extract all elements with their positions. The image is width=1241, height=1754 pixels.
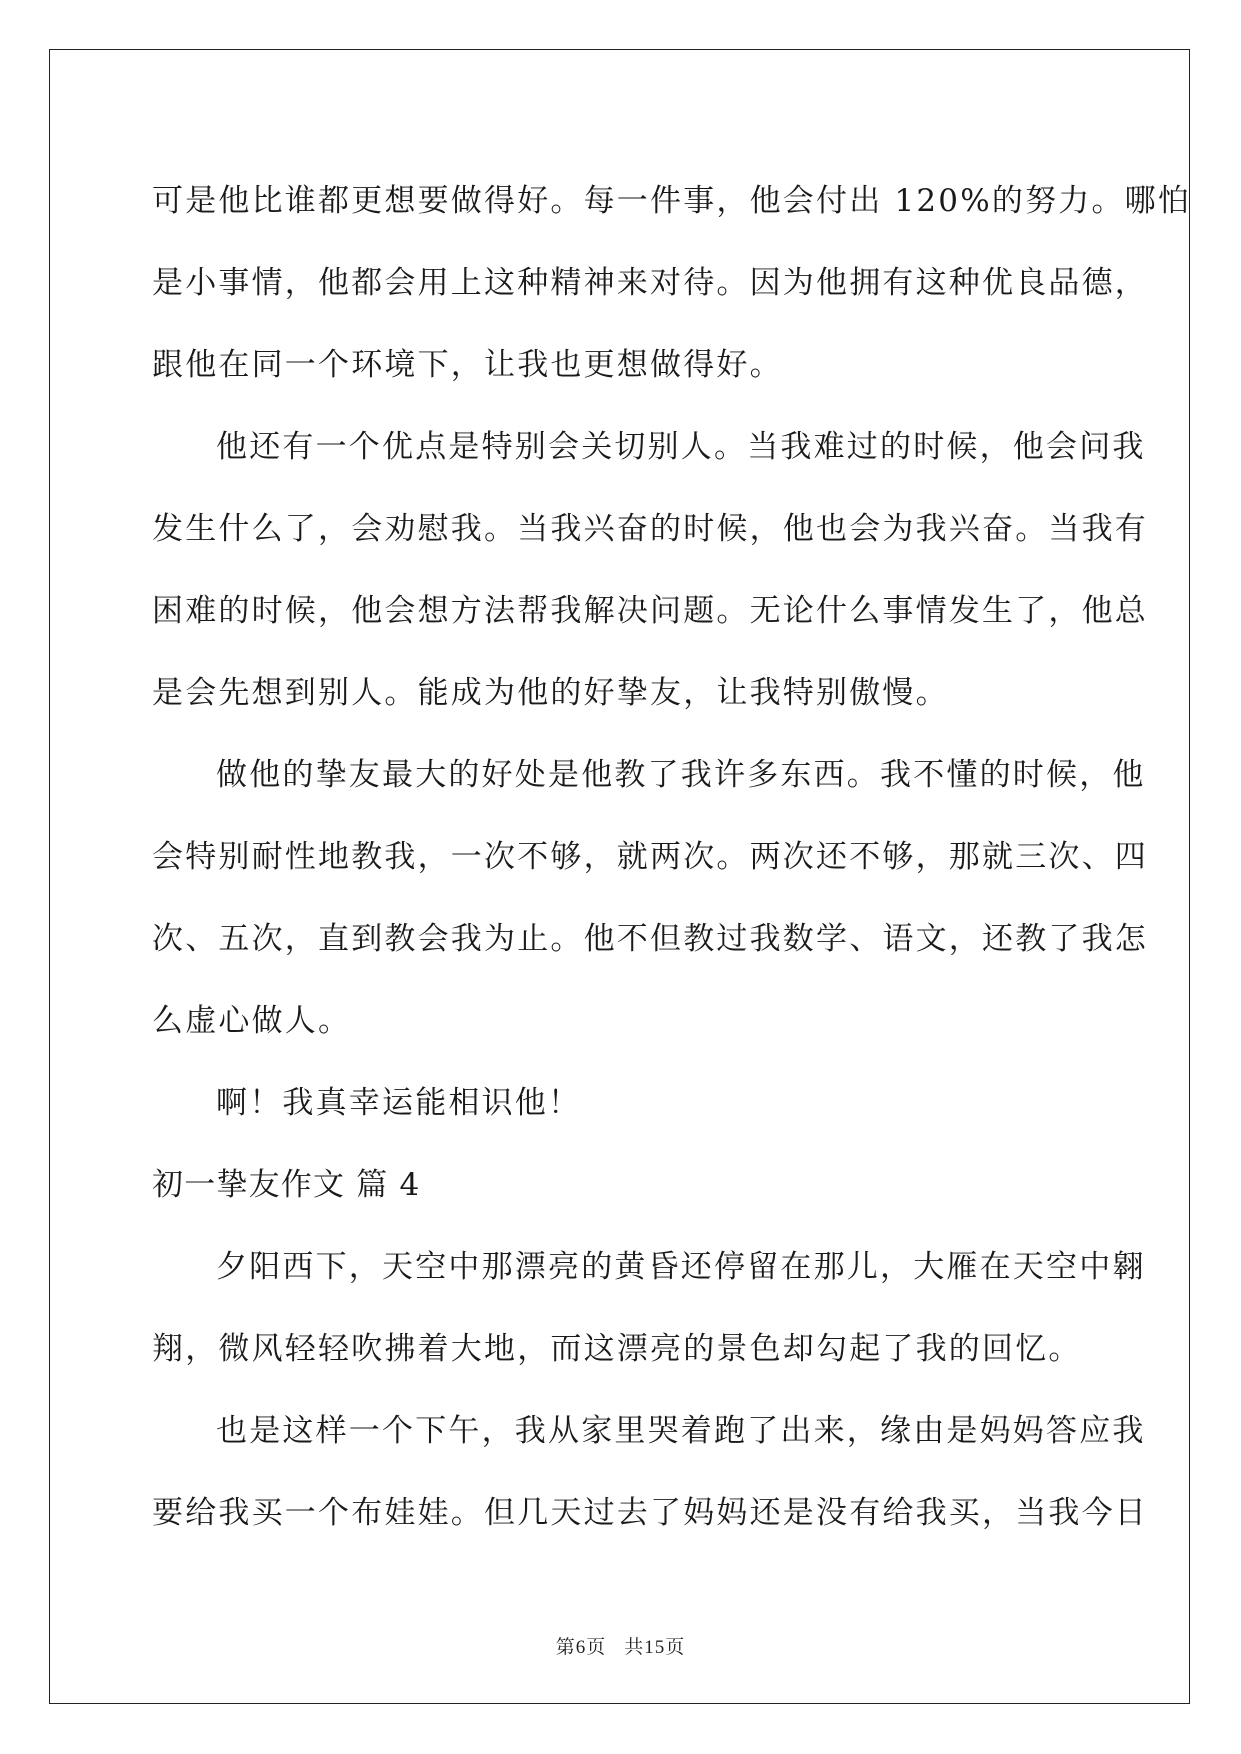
text-line: 他还有一个优点是特别会关切别人。当我难过的时候，他会问我 (216, 429, 1146, 465)
page-suffix: 页 (586, 1636, 607, 1658)
text-line: 困难的时候，他会想方法帮我解决问题。无论什么事情发生了，他总 (152, 593, 1148, 629)
page-footer (0, 1632, 1241, 1659)
total-prefix: 共 (624, 1636, 645, 1658)
text-line: 是小事情，他都会用上这种精神来对待。因为他拥有这种优良品德， (152, 265, 1148, 301)
document-body (152, 160, 1192, 1554)
text-line: 么虚心做人。 (152, 1003, 352, 1039)
section-heading: 初一挚友作文 篇 4 (152, 1167, 421, 1203)
text-line: 也是这样一个下午，我从家里哭着跑了出来，缘由是妈妈答应我 (216, 1413, 1146, 1449)
page-total: 15 (644, 1637, 666, 1658)
text-line: 是会先想到别人。能成为他的好挚友，让我特别傲慢。 (152, 675, 949, 711)
text-line: 跟他在同一个环境下，让我也更想做得好。 (152, 347, 783, 383)
text-line: 次、五次，直到教会我为止。他不但教过我数学、语文，还教了我怎 (152, 921, 1148, 957)
text-line: 夕阳西下，天空中那漂亮的黄昏还停留在那儿，大雁在天空中翱 (216, 1249, 1146, 1285)
text-line: 可是他比谁都更想要做得好。每一件事，他会付出 120%的努力。哪怕 (152, 183, 1192, 219)
text-line: 要给我买一个布娃娃。但几天过去了妈妈还是没有给我买，当我今日 (152, 1495, 1148, 1531)
page-prefix: 第 (555, 1636, 576, 1658)
total-suffix: 页 (665, 1636, 686, 1658)
text-line: 发生什么了，会劝慰我。当我兴奋的时候，他也会为我兴奋。当我有 (152, 511, 1148, 547)
text-line: 做他的挚友最大的好处是他教了我许多东西。我不懂的时候，他 (216, 757, 1146, 793)
text-line: 会特别耐性地教我，一次不够，就两次。两次还不够，那就三次、四 (152, 839, 1148, 875)
text-line: 翔，微风轻轻吹拂着大地，而这漂亮的景色却勾起了我的回忆。 (152, 1331, 1082, 1367)
page-current: 6 (575, 1637, 587, 1658)
text-line: 啊！我真幸运能相识他！ (216, 1085, 582, 1121)
